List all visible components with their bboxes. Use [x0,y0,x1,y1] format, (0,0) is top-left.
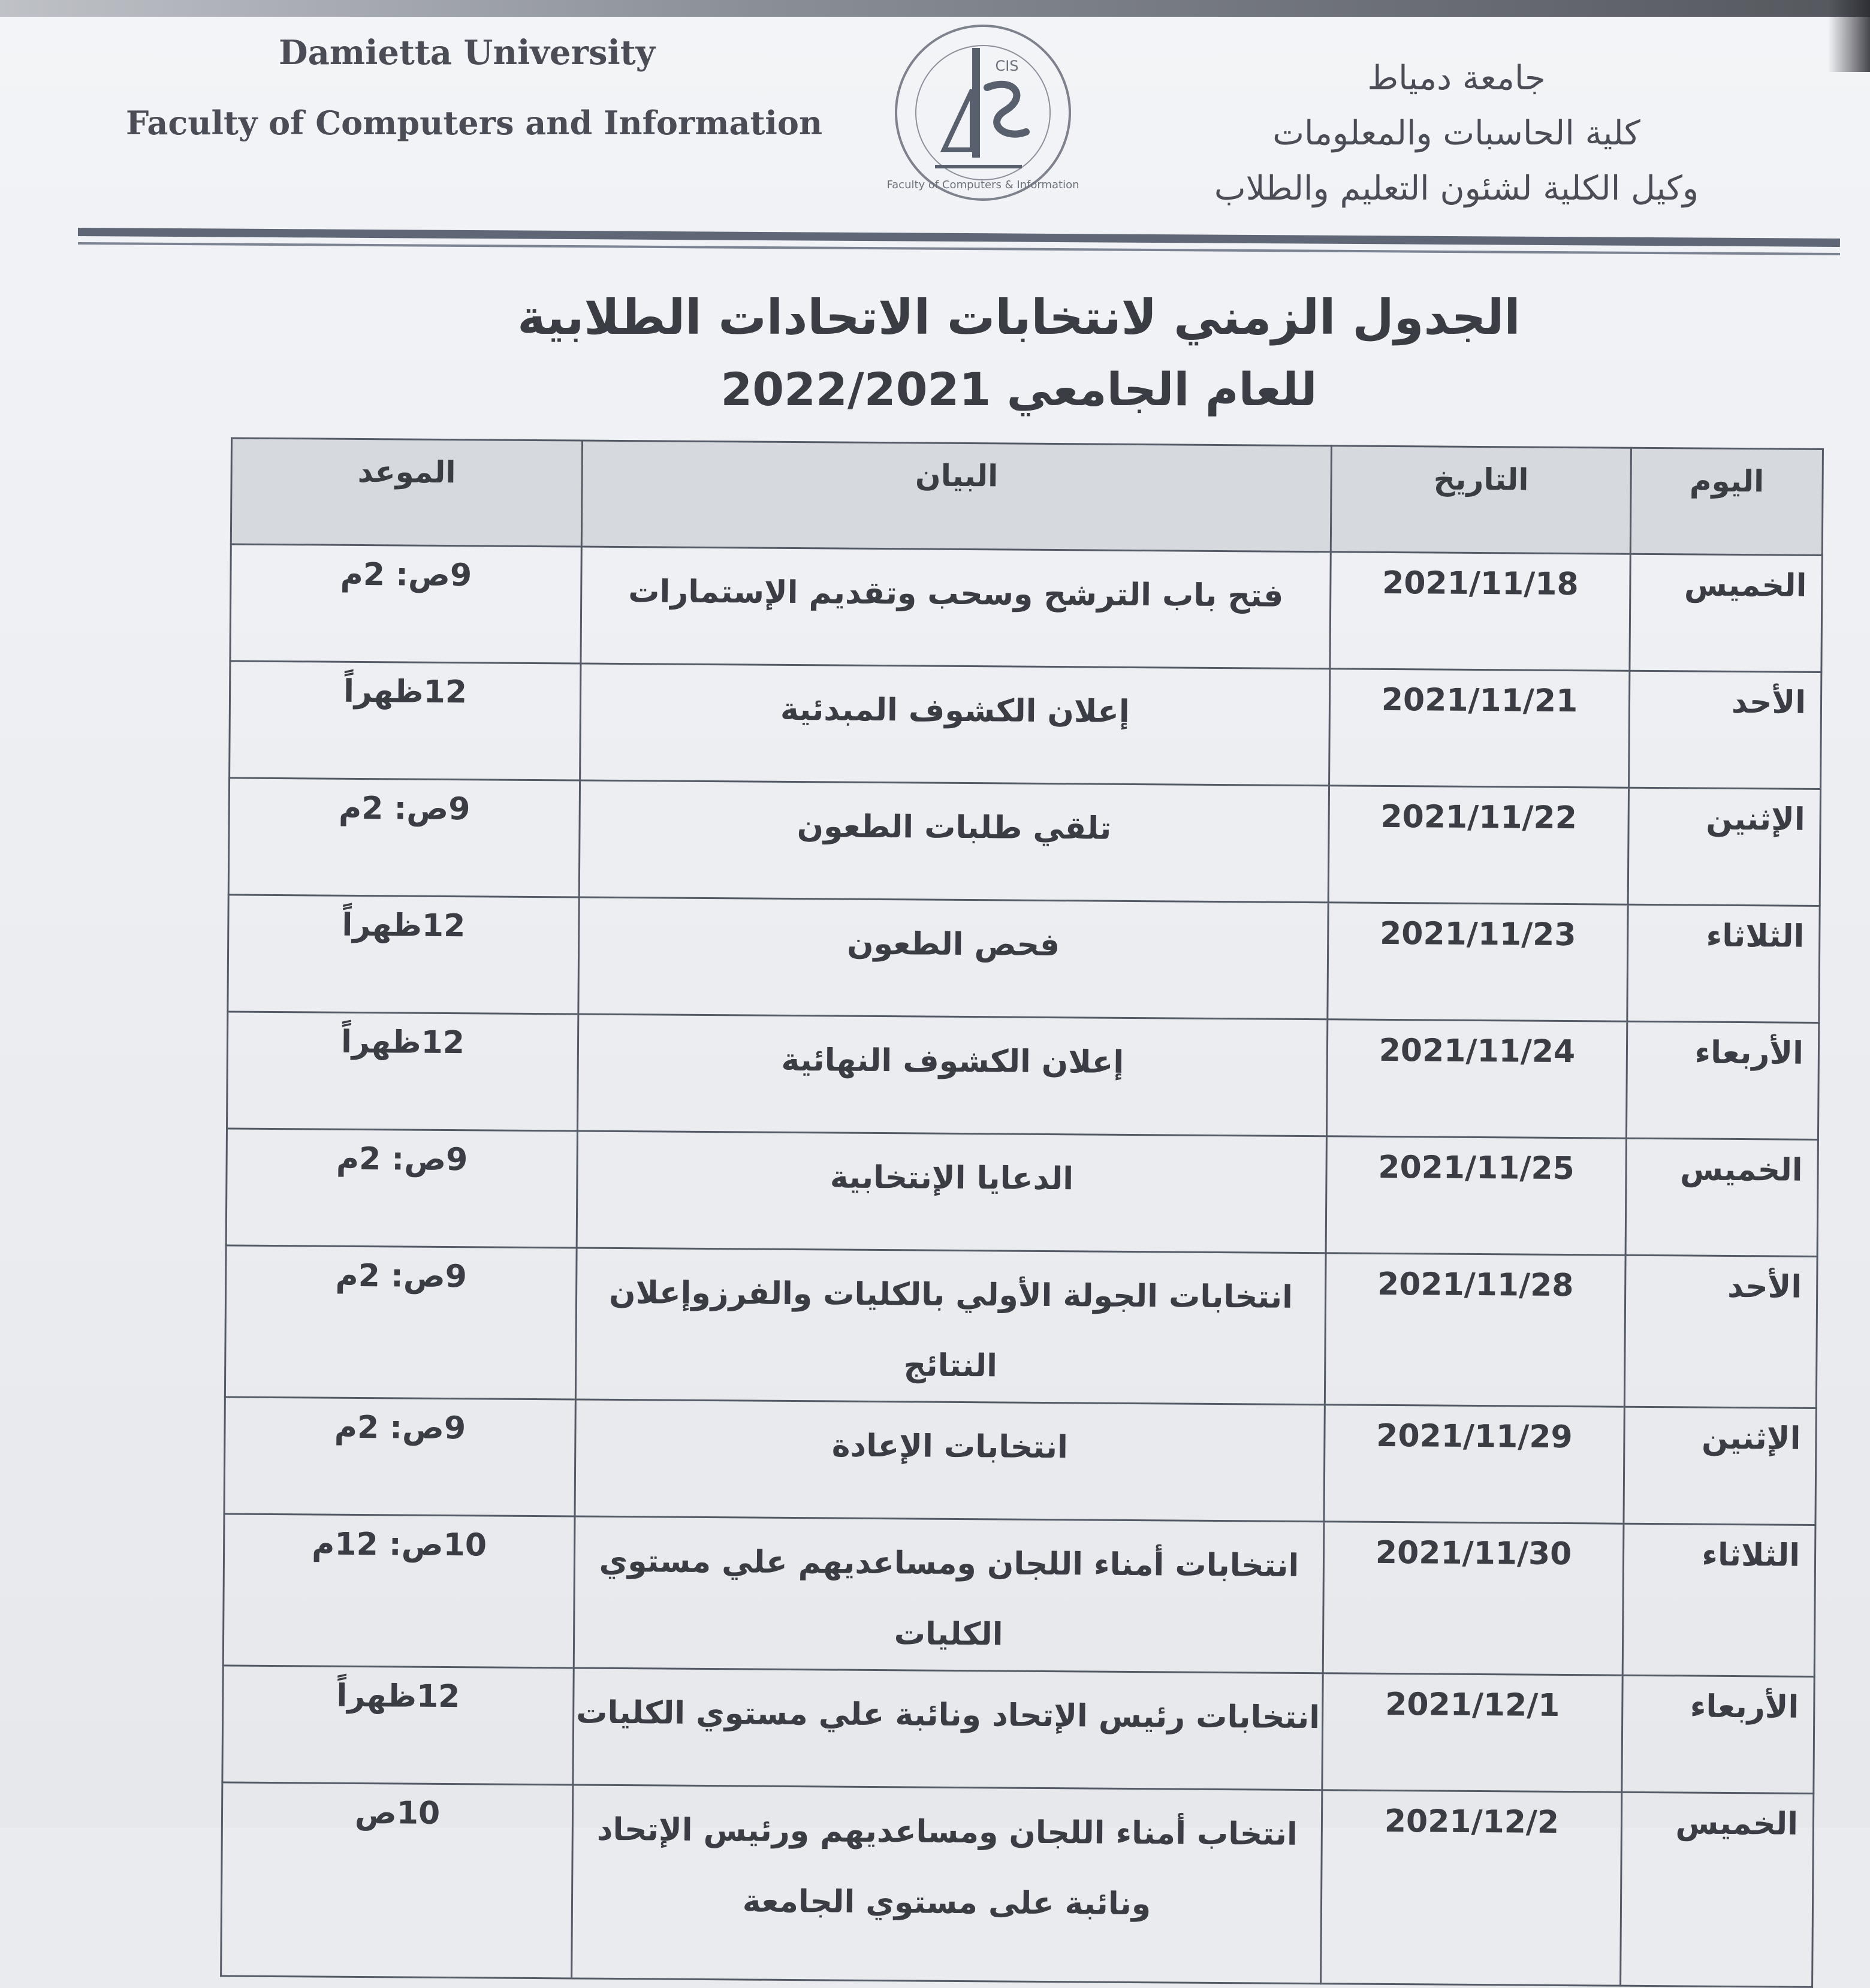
date-cell: 2021/12/2 [1321,1790,1622,1986]
table-row [224,1397,1816,1525]
header-time: الموعد [231,438,582,547]
description-cell: انتخابات رئيس الإتحاد ونائبة علي مستوي الكليات [573,1668,1323,1790]
description-cell: الدعايا الإنتخابية [577,1131,1326,1253]
day-cell: الخميس [1625,1138,1818,1256]
university-name-ar: جامعة دمياط [1367,59,1546,98]
time-cell: 9ص: 2م [230,544,581,663]
table-row [228,778,1820,906]
time-cell: 12ظهراً [227,1012,578,1131]
time-cell: 9ص: 2م [225,1245,577,1399]
election-schedule-table [220,437,1824,1987]
day-cell: الخميس [1621,1792,1814,1987]
header-description: البيان [581,441,1331,552]
day-cell: الثلاثاء [1622,1524,1815,1676]
table-row [223,1514,1815,1677]
time-cell: 10ص: 12م [223,1514,575,1668]
time-cell: 12ظهراً [228,895,579,1014]
faculty-name-en: Faculty of Computers and Information [126,104,823,142]
time-cell: 10ص [221,1782,573,1978]
date-cell: 2021/11/21 [1329,669,1630,788]
logo-triangle [944,90,972,150]
description-cell: انتخابات الإعادة [575,1399,1325,1522]
date-cell: 2021/11/24 [1326,1019,1627,1138]
time-cell: 12ظهراً [230,661,581,780]
time-cell: 9ص: 2م [224,1397,575,1516]
table-row [227,1012,1819,1140]
description-cell: فتح باب الترشح وسحب وتقديم الإستمارات [581,547,1331,669]
right-edge-shadow [1828,0,1870,72]
table-row [221,1782,1814,1987]
table-row [230,661,1821,789]
day-cell: الثلاثاء [1627,904,1820,1022]
day-cell: الأربعاء [1622,1675,1814,1793]
description-cell: انتخاب أمناء اللجان ومساعديهم ورئيس الإتحاد ونائبة على مستوي الجامعة [572,1785,1322,1984]
date-cell: 2021/11/23 [1328,903,1628,1021]
logo-inner-ring [916,46,1050,180]
description-cell: إعلان الكشوف المبدئية [580,663,1330,786]
table-header-row [231,438,1823,556]
day-cell: الإثنين [1628,788,1820,906]
logo-outer-ring [896,26,1070,200]
date-cell: 2021/11/22 [1328,786,1628,904]
logo-s-mark [987,85,1026,134]
table-row [228,895,1820,1023]
header-date: التاريخ [1331,446,1631,554]
day-cell: الإثنين [1624,1407,1816,1525]
table-row [226,1129,1818,1257]
time-cell: 12ظهراً [222,1666,574,1785]
logo-text: CIS [995,58,1019,74]
table-row [222,1666,1814,1794]
date-cell: 2021/11/29 [1324,1405,1624,1524]
university-name-en: Damietta University [279,33,656,73]
day-cell: الخميس [1630,554,1822,672]
table-row [225,1245,1817,1408]
header-day: اليوم [1630,448,1823,555]
description-cell: تلقي طلبات الطعون [579,780,1329,903]
faculty-logo [869,17,1097,209]
vice-dean-title-ar: وكيل الكلية لشئون التعليم والطلاب [1214,169,1699,208]
day-cell: الأحد [1624,1255,1817,1408]
logo-caption: Faculty of Computers & Information [886,179,1079,191]
date-cell: 2021/11/25 [1326,1136,1626,1255]
document-title [509,282,1528,426]
arabic-header [1157,51,1756,216]
date-cell: 2021/11/18 [1330,552,1630,671]
day-cell: الأحد [1629,671,1821,789]
description-cell: إعلان الكشوف النهائية [577,1014,1327,1136]
document-title-line-2: للعام الجامعي 2022/2021 [720,363,1317,416]
time-cell: 9ص: 2م [228,778,580,897]
top-edge-shadow [0,0,1870,17]
time-cell: 9ص: 2م [226,1129,577,1248]
document-title-line-1: الجدول الزمني لانتخابات الاتحادات الطلابية [517,289,1521,345]
date-cell: 2021/11/28 [1325,1253,1625,1407]
description-cell: انتخابات الجولة الأولي بالكليات والفرزوإعلان النتائج [575,1248,1326,1405]
description-cell: انتخابات أمناء اللجان ومساعديهم علي مستوي الكليات [574,1516,1324,1673]
faculty-name-ar: كلية الحاسبات والمعلومات [1272,114,1640,153]
date-cell: 2021/11/30 [1323,1522,1624,1675]
date-cell: 2021/12/1 [1322,1673,1622,1792]
day-cell: الأربعاء [1626,1021,1818,1139]
description-cell: فحص الطعون [578,897,1328,1019]
table-row [230,544,1822,672]
